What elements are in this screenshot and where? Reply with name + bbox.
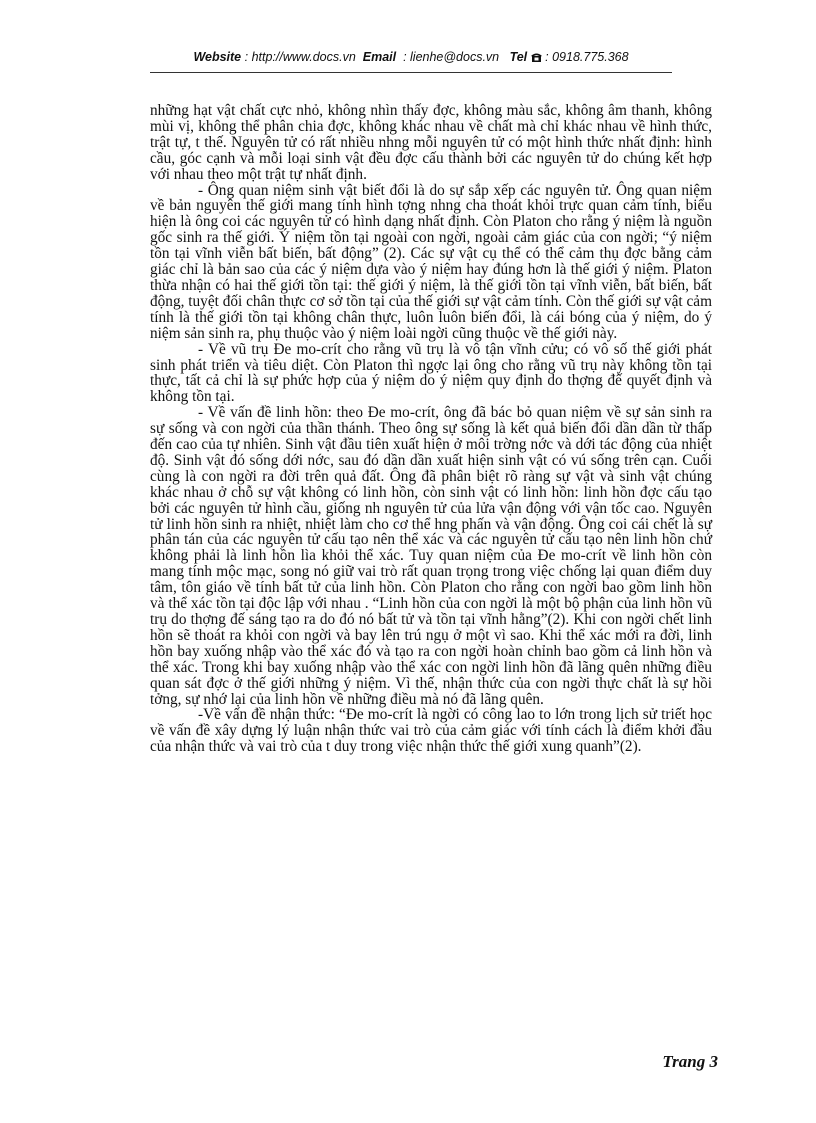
website-label: Website — [193, 50, 242, 64]
paragraph: - Ông quan niệm sinh vật biết đổi là do sự sắp xếp các nguyên tử. Ông quan niệm về bản nguyên thế giới mang tính hình tợng nhng cha thoát khỏi trực quan cảm tính, biểu hiện là ông coi các nguyên tử có hình dạng nhất định. Còn Platon cho rằng ý niệm là nguồn gốc sinh ra thế giới. Ý niệm tồn tại ngoài con ngời, ngoài cảm giác của con ngời; “ý niệm tồn tại vĩnh viễn bất biến, bất động” (2). Các sự vật cụ thể có thể cảm thụ đợc bằng cảm giác chỉ là bản sao của các ý niệm dựa vào ý niệm hay đúng hơn là thế giới ý niệm. Platon thừa nhận có hai thế giới tồn tại: thế giới ý niệm, là thế giới tồn tại vĩnh viễn, bất biến, bất động, tuyệt đối chân thực cơ sở tồn tại của thế giới sự vật cảm tính. Còn thế giới sự vật cảm tính là thế giới tồn tại không chân thực, luôn luôn biến đổi, là cái bóng của ý niệm, do ý niệm sản sinh ra, phụ thuộc vào ý niệm loài ngời cũng thuộc về thế giới này. — [150, 181, 712, 342]
paragraph: - Về vũ trụ Đe mo-crít cho rằng vũ trụ là vô tận vĩnh cửu; có vô số thế giới phát sinh phát triển và tiêu diệt. Còn Platon thì ngợc lại ông cho rằng vũ trụ này không tồn tại thực, tất cả chỉ là sự phức hợp của ý niệm do ý niệm quy định do thợng đế quyết định và không tồn tại. — [150, 340, 712, 406]
paragraph: -Về vấn đề nhận thức: “Đe mo-crít là ngời có công lao to lớn trong lịch sử triết học về vấn đề xây dựng lý luận nhận thức vai trò của cảm giác với tính cách là điểm khởi đầu của nhận thức và vai trò của t duy trong việc nhận thức thế giới xung quanh”(2). — [150, 706, 712, 756]
document-body — [150, 103, 712, 755]
paragraph: những hạt vật chất cực nhỏ, không nhìn thấy đợc, không màu sắc, không âm thanh, không mùi vị, không thể phân chia đợc, không khác nhau về chất mà chỉ khác nhau về hình thức, trật tự, t thế. Nguyên tử có rất nhiều nhng mỗi nguyên tử có một hình thức nhất định: hình cầu, góc cạnh và mỗi loại sinh vật đều đợc cấu thành bởi các nguyên tử do chúng kết hợp với nhau theo một trật tự nhất định. — [150, 102, 712, 183]
paragraph: - Về vấn đề linh hồn: theo Đe mo-crít, ông đã bác bỏ quan niệm về sự sản sinh ra sự sống và con ngời của thần thánh. Theo ông sự sống là kết quả biến đổi dần dần từ thấp đến cao của tự nhiên. Sinh vật đầu tiên xuất hiện ở môi trờng nớc và dới tác động của nhiệt độ. Sinh vật đó sống dới nớc, sau đó dần dần xuất hiện sinh vật có vú sống trên cạn. Cuối cùng là con ngời ra đời trên quả đất. Ông đã phân biệt rõ ràng sự vật và sinh vật chúng khác nhau ở chỗ sự vật không có linh hồn, còn sinh vật có linh hồn: linh hồn đợc cấu tạo bởi các nguyên tử hình cầu, giống nh nguyên tử của lửa vận động với vận tốc cao. Nguyên tử linh hồn sinh ra nhiệt, nhiệt làm cho cơ thể hng phấn và vận động. Ông coi cái chết là sự phân tán của các nguyên tử cấu tạo nên thể xác và các nguyên tử cấu tạo nên linh hồn chứ không phải là linh hồn lìa khỏi thể xác. Tuy quan niệm của Đe mo-crít về linh hồn còn mang tính mộc mạc, song nó giữ vai trò rất quan trọng trong việc chống lại quan điểm duy tâm, tôn giáo về tính bất tử của linh hồn. Còn Platon cho rằng con ngời bao gồm linh hồn và thể xác tồn tại độc lập với nhau . “Linh hồn của con ngời là một bộ phận của linh hồn vũ trụ do thợng đế sáng tạo ra do đó nó bất tử và tồn tại vĩnh hằng”(2). Khi con ngời chết linh hồn sẽ thoát ra khỏi con ngời và bay lên trú ngụ ở một vì sao. Khi thể xác mới ra đời, linh hồn bay xuống nhập vào thể xác đó và tạo ra con ngời hoàn chỉnh bao gồm cả linh hồn và thể xác. Trong khi bay xuống nhập vào thể xác con ngời linh hồn đã lãng quên những điều quan sát đợc ở thế giới những ý niệm. Vì thế, nhận thức của con ngời thực chất là sự hồi tởng, sự nhớ lại của linh hồn về những điều mà nó đã lãng quên. — [150, 404, 712, 708]
phone-icon — [531, 50, 545, 64]
tel-label: Tel — [509, 50, 528, 64]
email-value[interactable]: : lienhe@docs.vn — [403, 50, 500, 64]
page-number: Trang 3 — [662, 1052, 718, 1071]
header-divider — [150, 72, 672, 73]
email-label: Email — [362, 50, 397, 64]
website-url[interactable]: : http://www.docs.vn — [244, 50, 356, 64]
tel-value: : 0918.775.368 — [545, 50, 629, 64]
page-header — [150, 50, 672, 72]
